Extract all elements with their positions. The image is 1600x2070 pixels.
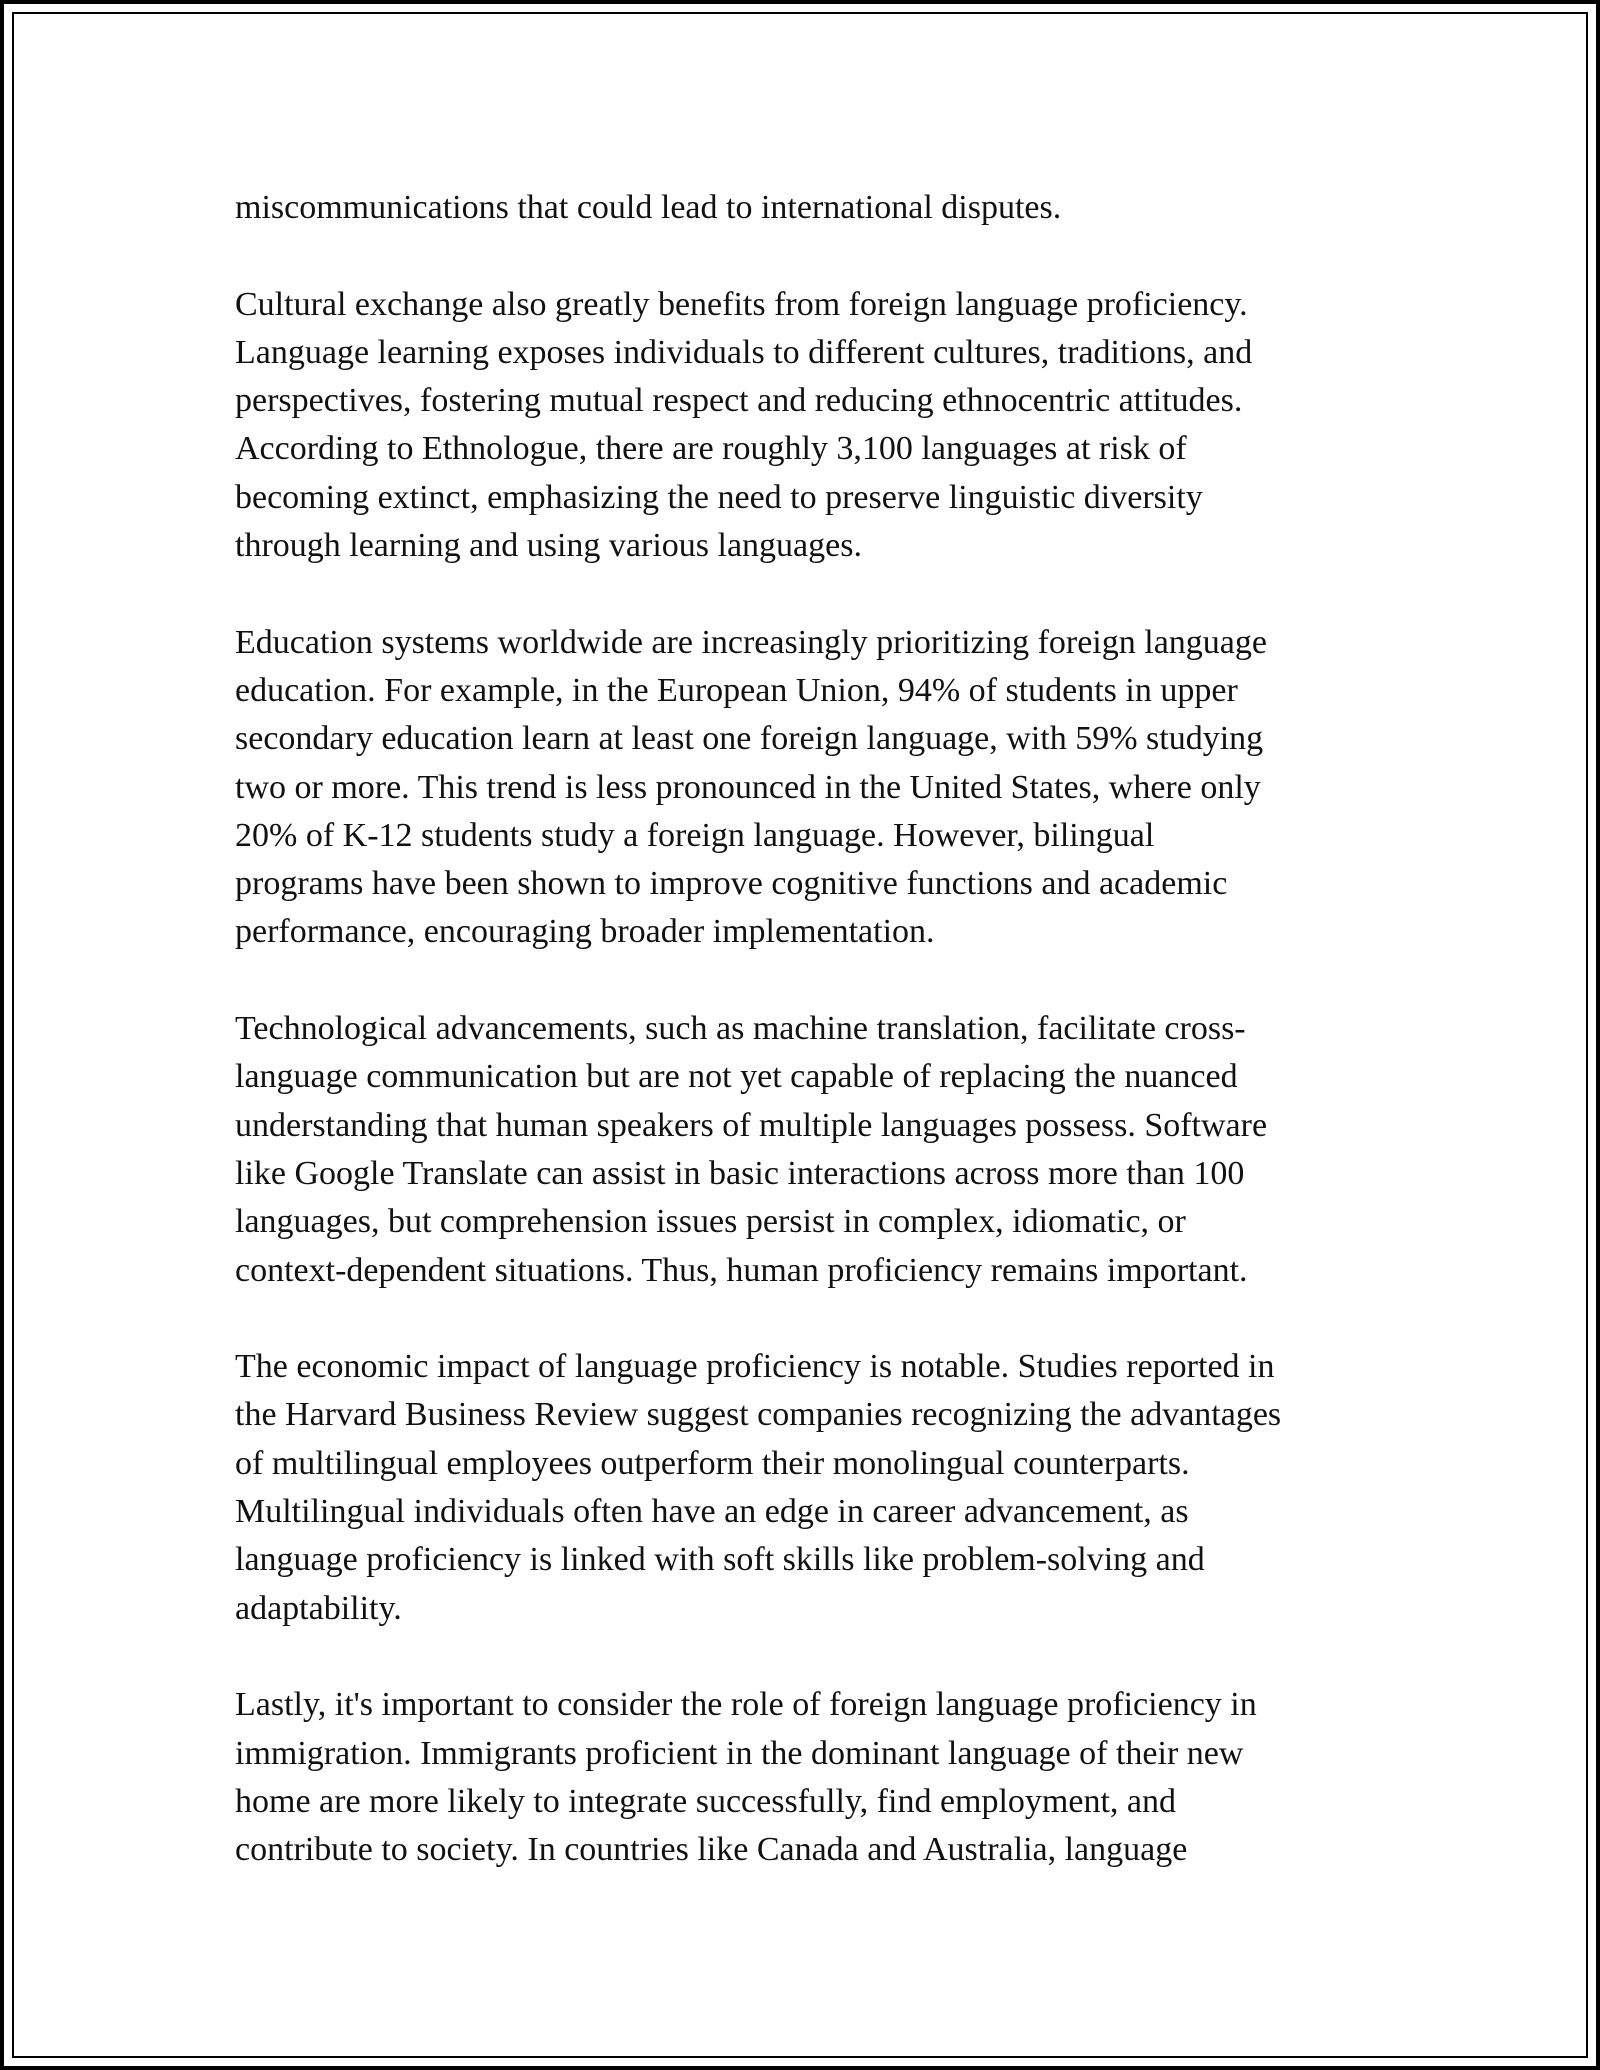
text-line: Lastly, it's important to consider the role of foreign language proficiency in <box>235 1686 1257 1724</box>
text-line: miscommunications that could lead to international disputes. <box>235 189 1062 226</box>
text-line: language communication but are not yet capable of replacing the nuanced <box>235 1058 1238 1096</box>
text-line: Education systems worldwide are increasingly prioritizing foreign language <box>235 623 1267 661</box>
document-body <box>235 184 1415 1923</box>
text-line: home are more likely to integrate successfully, find employment, and <box>235 1782 1177 1820</box>
text-line: language proficiency is linked with soft skills like problem-solving and <box>235 1541 1205 1579</box>
text-line: context-dependent situations. Thus, human proficiency remains important. <box>235 1251 1248 1289</box>
text-line: secondary education learn at least one foreign language, with 59% studying <box>235 720 1264 758</box>
text-line: the Harvard Business Review suggest companies recognizing the advantages <box>235 1396 1282 1434</box>
text-line: adaptability. <box>235 1589 402 1627</box>
text-line: immigration. Immigrants proficient in the dominant language of their new <box>235 1734 1244 1772</box>
text-line: performance, encouraging broader implementation. <box>235 913 935 951</box>
text-line: programs have been shown to improve cognitive functions and academic <box>235 865 1228 903</box>
text-line: Multilingual individuals often have an edge in career advancement, as <box>235 1493 1189 1531</box>
text-line: two or more. This trend is less pronounced in the United States, where only <box>235 768 1261 806</box>
paragraph-4 <box>235 1005 1415 1295</box>
text-line: perspectives, fostering mutual respect and reducing ethnocentric attitudes. <box>235 382 1243 420</box>
text-line: contribute to society. In countries like Canada and Australia, language <box>235 1831 1188 1869</box>
paragraph-3 <box>235 619 1415 957</box>
text-line: of multilingual employees outperform their monolingual counterparts. <box>235 1444 1190 1482</box>
text-line: education. For example, in the European Union, 94% of students in upper <box>235 671 1238 709</box>
text-line: Cultural exchange also greatly benefits from foreign language proficiency. <box>235 285 1248 323</box>
text-line: The economic impact of language proficiency is notable. Studies reported in <box>235 1348 1275 1386</box>
text-line: Language learning exposes individuals to different cultures, traditions, and <box>235 333 1253 371</box>
paragraph-2 <box>235 281 1415 571</box>
paragraph-1 <box>235 184 1415 232</box>
text-line: Technological advancements, such as machine translation, facilitate cross- <box>235 1010 1246 1048</box>
text-line: like Google Translate can assist in basic interactions across more than 100 <box>235 1154 1245 1192</box>
text-line: through learning and using various languages. <box>235 527 862 565</box>
text-line: According to Ethnologue, there are roughly 3,100 languages at risk of <box>235 430 1187 468</box>
text-line: understanding that human speakers of multiple languages possess. Software <box>235 1106 1268 1144</box>
text-line: becoming extinct, emphasizing the need to preserve linguistic diversity <box>235 478 1203 516</box>
text-line: languages, but comprehension issues persist in complex, idiomatic, or <box>235 1203 1186 1241</box>
text-line: 20% of K-12 students study a foreign language. However, bilingual <box>235 816 1155 854</box>
paragraph-6 <box>235 1681 1415 1874</box>
paragraph-5 <box>235 1343 1415 1633</box>
